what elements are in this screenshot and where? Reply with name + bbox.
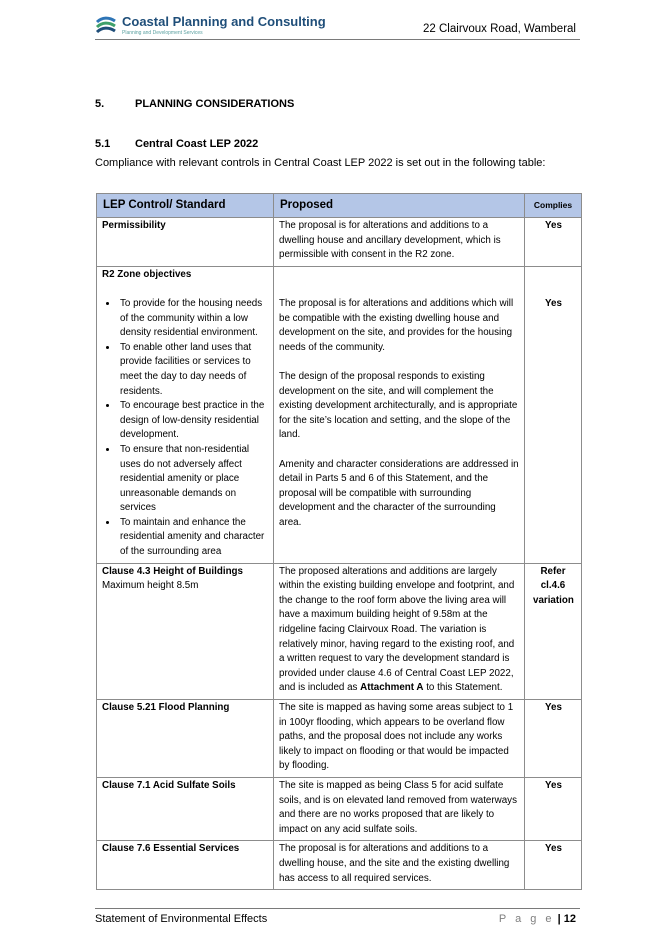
header-proposed: Proposed (274, 194, 525, 218)
company-name: Coastal Planning and Consulting (122, 14, 326, 29)
page-indicator (499, 913, 576, 925)
proposed-paragraph: Amenity and character considerations are addressed in detail in Parts 5 and 6 of this Statement, and the proposal will be compatible with surrounding development and the character of the surrounding area. (279, 458, 519, 528)
page-header (95, 12, 580, 40)
control-title: R2 Zone objectives (102, 268, 192, 280)
page-separator: | (557, 913, 561, 925)
list-item: • To maintain and enhance the residential amenity and character of the surrounding area (118, 516, 269, 560)
page-number: 12 (563, 913, 576, 925)
table-row (97, 218, 582, 267)
complies-value: Yes (545, 297, 562, 309)
page-footer (95, 908, 580, 925)
control-cell: Clause 7.1 Acid Sulfate Soils (97, 777, 274, 840)
wave-logo-icon (95, 14, 117, 36)
proposed-text: The proposed alterations and additions are largely within the existing building envelope and footprint, and the change to the roof form above the living area will have a maximum building height of 9.58m at the ridgeline facing Clairvoux Road. The variation is relatively minor, having regard to the existing roof, and a written request to vary the development standard is provided under clause 4.6 of Central Coast LEP 2022, and is included as (279, 565, 515, 694)
header-complies: Complies (525, 194, 582, 218)
complies-cell: Yes (525, 841, 582, 890)
section-heading (95, 98, 294, 110)
table-row (97, 266, 582, 563)
list-item: • To ensure that non-residential uses do not adversely affect residential amenity or place unreasonable demands on services (118, 443, 269, 516)
site-address: 22 Clairvoux Road, Wamberal (423, 23, 576, 35)
control-cell (97, 563, 274, 699)
attachment-reference: Attachment A (360, 682, 424, 694)
table-header-row (97, 194, 582, 218)
compliance-table (96, 193, 582, 890)
control-cell: Permissibility (97, 218, 274, 267)
section-number: 5. (95, 98, 105, 110)
company-tagline: Planning and Development Services (122, 30, 203, 36)
proposed-cell (274, 563, 525, 699)
table-row (97, 563, 582, 699)
list-item: • To encourage best practice in the design of low-density residential development. (118, 399, 269, 443)
control-cell: Clause 7.6 Essential Services (97, 841, 274, 890)
objectives-list (102, 297, 269, 560)
page-label: P a g e (498, 913, 555, 925)
table-row (97, 777, 582, 840)
complies-cell: Yes (525, 700, 582, 778)
subsection-title: Central Coast LEP 2022 (135, 138, 259, 150)
header-control: LEP Control/ Standard (97, 194, 274, 218)
complies-cell: Refer cl.4.6 variation (525, 563, 582, 699)
proposed-paragraph: The proposal is for alterations and additions which will be compatible with the existing dwelling house and development on the site, and provides for the housing needs of the community. (279, 297, 514, 353)
proposed-text-end: to this Statement. (423, 682, 503, 694)
list-item: • To enable other land uses that provide facilities or services to meet the day to day needs of residents. (118, 341, 269, 399)
subsection-number: 5.1 (95, 138, 111, 150)
table-row (97, 700, 582, 778)
control-title: Clause 4.3 Height of Buildings (102, 565, 243, 577)
complies-cell (525, 266, 582, 563)
list-item: • To provide for the housing needs of the community within a low density residential environment. (118, 297, 269, 341)
section-title: PLANNING CONSIDERATIONS (135, 98, 295, 110)
control-cell (97, 266, 274, 563)
control-cell: Clause 5.21 Flood Planning (97, 700, 274, 778)
table-row (97, 841, 582, 890)
complies-cell: Yes (525, 777, 582, 840)
proposed-cell: The site is mapped as having some areas subject to 1 in 100yr flooding, which appears to be overland flow paths, and the proposal does not include any works likely to impact on flooding or that would be impacted by flooding. (274, 700, 525, 778)
document-title: Statement of Environmental Effects (95, 913, 268, 925)
subsection-heading (95, 138, 258, 150)
proposed-cell: The site is mapped as being Class 5 for acid sulfate soils, and is on elevated land removed from waterways and there are no works proposed that are likely to impact on any acid sulfate soils. (274, 777, 525, 840)
proposed-cell: The proposal is for alterations and additions to a dwelling house, and the site and the existing dwelling has access to all required services. (274, 841, 525, 890)
intro-paragraph: Compliance with relevant controls in Central Coast LEP 2022 is set out in the following table: (95, 157, 546, 169)
control-subtitle: Maximum height 8.5m (102, 580, 199, 592)
proposed-paragraph: The design of the proposal responds to existing development on the site, and will complement the existing development architecturally, and is appropriate for the site’s location and setting, and the slope of the land. (279, 370, 518, 441)
proposed-cell: The proposal is for alterations and additions to a dwelling house and ancillary development, which is permissible with consent in the R2 zone. (274, 218, 525, 267)
complies-cell: Yes (525, 218, 582, 267)
proposed-cell (274, 266, 525, 563)
